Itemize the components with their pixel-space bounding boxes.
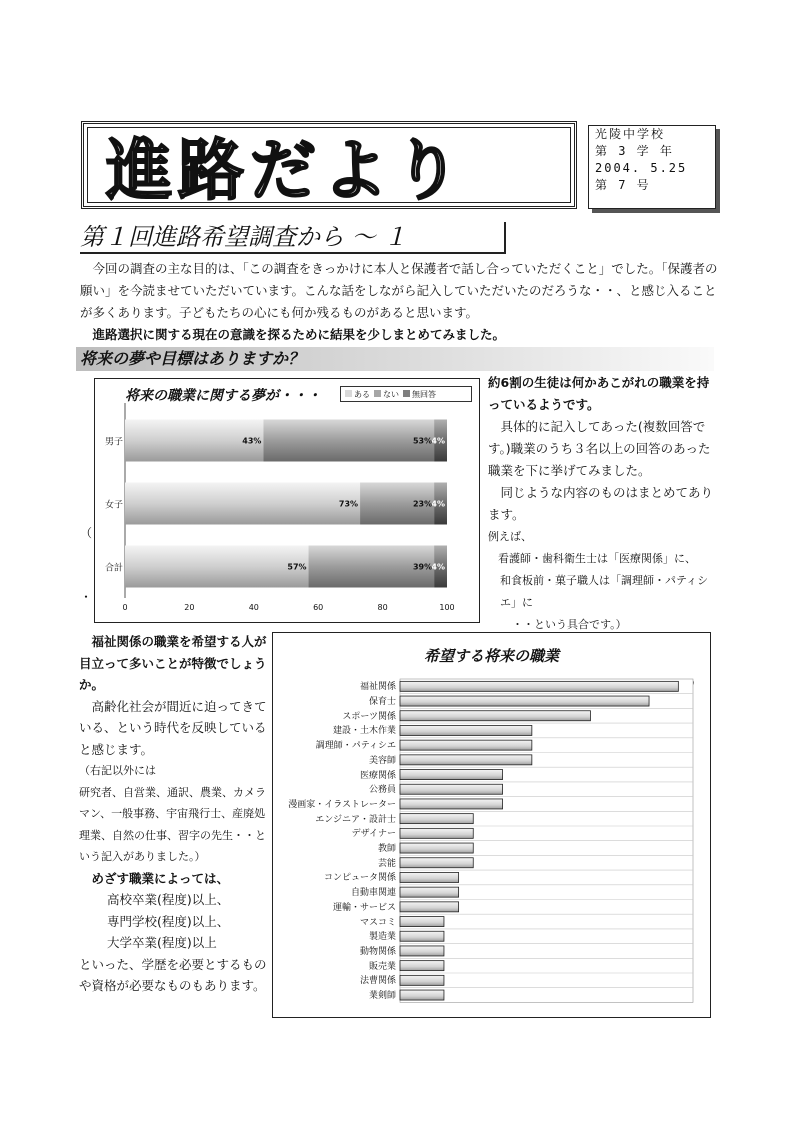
data-label: 43% xyxy=(242,436,262,446)
newsletter-title: 進路だより xyxy=(106,132,466,209)
article-headline xyxy=(80,222,506,254)
bar xyxy=(400,755,532,765)
bar xyxy=(400,814,473,824)
data-label: 4% xyxy=(431,436,445,446)
bar xyxy=(400,858,473,868)
category-label: スポーツ関係 xyxy=(342,711,396,722)
chart2-plot xyxy=(273,633,710,1017)
bar xyxy=(400,990,444,1000)
right-column-text xyxy=(488,372,720,636)
requirement-high-school: 高校卒業(程度)以上、 xyxy=(107,892,230,907)
bar xyxy=(400,887,459,897)
bar xyxy=(400,696,649,706)
bar xyxy=(400,740,532,750)
chart1-title: 将来の職業に関する夢が・・・ xyxy=(125,388,321,404)
category-label: 福祉関係 xyxy=(359,682,396,693)
left-paragraph-4: 研究者、自営業、通訳、農業、カメラマン、一般事務、宇宙飛行士、産廃処理業、自然の仕事、習字の先生・・という記入がありました。） xyxy=(79,785,266,863)
category-label: 漫画家・イラストレーター xyxy=(288,799,396,810)
example-intro: 例えば、 xyxy=(488,530,532,543)
bar xyxy=(400,961,444,971)
right-paragraph-2: 具体的に記入してあった(複数回答です。)職業のうち３名以上の回答のあった職業を下に挙げてみました。 xyxy=(488,419,711,478)
x-tick-label: 100 xyxy=(439,603,455,612)
bar xyxy=(400,770,503,780)
bar xyxy=(400,681,678,691)
school-name: 光陵中学校 xyxy=(595,127,666,141)
example-end: ・・という具合です。） xyxy=(512,618,627,631)
category-label: 教師 xyxy=(377,844,396,855)
left-paragraph-3: （右記以外には xyxy=(79,764,156,777)
data-label: 53% xyxy=(412,436,433,446)
stray-mark-dot: ・ xyxy=(80,590,93,604)
category-label: 男子 xyxy=(104,437,123,448)
section-heading xyxy=(76,347,714,371)
category-label: 芸能 xyxy=(377,858,396,869)
category-label: 保育士 xyxy=(368,697,396,708)
data-label: 4% xyxy=(431,499,445,509)
bar xyxy=(400,946,444,956)
x-tick-label: 20 xyxy=(184,603,195,612)
category-label: 製造業 xyxy=(368,932,396,943)
headline-text: 第１回進路希望調査から ～ １ xyxy=(80,223,408,251)
bar xyxy=(400,872,459,882)
category-label: 公務員 xyxy=(368,785,396,796)
category-label: 運輸・サービス xyxy=(332,902,396,913)
intro-paragraph-1: 今回の調査の主な目的は、「この調査をきっかけに本人と保護者で話し合っていただくこと」でした。「保護者の願い」を今読ませていただいています。こんな話をしながら記入していただいたのだろうな・・、と感じ入ることが多くあります。子どもたちの心にも何か残るものがあると思います。 xyxy=(80,261,718,320)
category-label: 自動車関連 xyxy=(350,888,396,899)
category-label: 合計 xyxy=(104,563,123,574)
requirement-vocational: 専門学校(程度)以上、 xyxy=(107,913,230,929)
x-tick-label: 60 xyxy=(313,603,324,612)
category-label: 建設・土木作業 xyxy=(332,726,396,737)
bar xyxy=(400,902,459,912)
example-medical: 看護師・歯科衛生士は「医療関係」に、 xyxy=(498,552,696,565)
bar-segment-ある xyxy=(125,546,309,588)
x-tick-label: 80 xyxy=(377,603,388,612)
category-label: 調理師・パティシエ xyxy=(315,741,396,752)
category-label: 医療関係 xyxy=(359,770,396,781)
right-paragraph-1: 約6割の生徒は何かあこがれの職業を持っているようです。 xyxy=(488,375,710,412)
data-label: 39% xyxy=(412,562,433,572)
chart1-plot xyxy=(95,379,479,622)
category-label: 美容師 xyxy=(368,755,396,766)
issue-number: 第 7 号 xyxy=(595,178,651,192)
category-label: 女子 xyxy=(104,500,123,511)
x-tick-label: 0 xyxy=(122,603,128,612)
category-label: 販売業 xyxy=(368,961,396,972)
category-label: マスコミ xyxy=(359,917,396,928)
category-label: デザイナー xyxy=(351,829,396,840)
bar xyxy=(400,828,473,838)
legend-label: ある xyxy=(354,389,370,399)
bar-segment-ない xyxy=(263,420,434,462)
requirement-university: 大学卒業(程度)以上 xyxy=(107,935,217,950)
data-label: 73% xyxy=(338,499,359,509)
bar xyxy=(400,725,532,735)
issue-date: 2004. 5.25 xyxy=(595,161,688,175)
example-cook: 和食板前・菓子職人は「調理師・パティシエ」に xyxy=(500,574,709,609)
left-column-text xyxy=(79,631,269,997)
bar xyxy=(400,843,473,853)
grade: 第 3 学 年 xyxy=(595,144,674,158)
bar xyxy=(400,975,444,985)
bar xyxy=(400,711,590,721)
bar xyxy=(400,931,444,941)
masthead-inner-frame xyxy=(87,127,571,209)
masthead xyxy=(81,121,577,209)
left-paragraph-1: 福祉関係の職業を希望する人が目立って多いことが特徴でしょうか。 xyxy=(79,634,267,692)
legend-label: 無回答 xyxy=(412,389,436,399)
occupation-chart xyxy=(272,632,711,1018)
intro-text xyxy=(80,258,720,346)
category-label: 業剣師 xyxy=(368,991,396,1002)
category-label: 動物関係 xyxy=(359,946,396,957)
bar xyxy=(400,917,444,927)
dream-chart xyxy=(94,378,480,623)
left-paragraph-5: めざす職業によっては、 xyxy=(79,870,230,886)
x-tick-label: 40 xyxy=(248,603,259,612)
left-paragraph-9: といった、学歴を必要とするものや資格が必要なものもあります。 xyxy=(79,956,267,993)
intro-paragraph-2: 進路選択に関する現在の意識を探るために結果を少しまとめてみました。 xyxy=(80,327,506,342)
category-label: エンジニア・設計士 xyxy=(315,814,396,825)
category-label: コンピュータ関係 xyxy=(323,873,396,884)
legend-label: ない xyxy=(383,389,399,399)
issue-info-box xyxy=(588,125,716,209)
bar xyxy=(400,784,503,794)
right-paragraph-3: 同じような内容のものはまとめてあります。 xyxy=(488,485,714,522)
data-label: 4% xyxy=(431,562,445,572)
category-label: 法曹関係 xyxy=(359,976,396,987)
left-paragraph-2: 高齢化社会が間近に迫ってきている、という時代を反映していると感じます。 xyxy=(79,698,267,757)
stray-mark-paren: （ xyxy=(80,526,93,540)
chart2-title: 希望する将来の職業 xyxy=(423,647,559,665)
data-label: 23% xyxy=(412,499,433,509)
bar-segment-ある xyxy=(125,483,360,525)
section-heading-text: 将来の夢や目標はありますか？ xyxy=(80,349,305,368)
data-label: 57% xyxy=(287,562,307,572)
bar xyxy=(400,799,503,809)
